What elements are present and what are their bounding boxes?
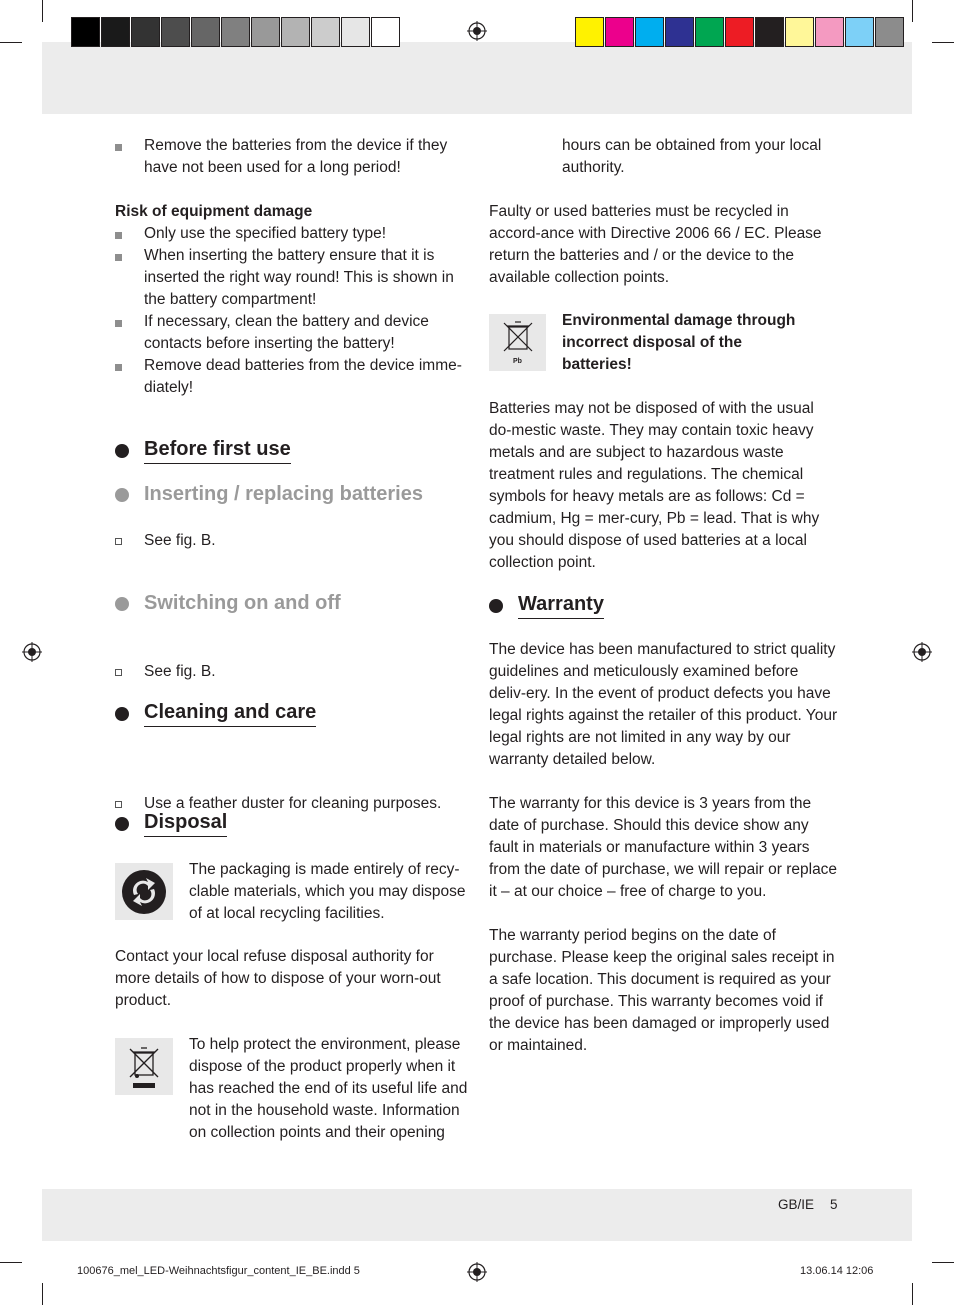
- bullet-dot-icon: [489, 599, 503, 613]
- environmental-warning: Environmental damage through incorrect disposal of the batteries!: [562, 312, 796, 373]
- faulty-text: Faulty or used batteries must be recycled in accord-ance with Directive 2006 66 / EC. Please return the batteries and / or the device to the available collection points.: [489, 203, 822, 286]
- green-dot-recycling-icon: [115, 863, 173, 920]
- registration-mark-icon: [22, 642, 42, 662]
- color-swatch: [575, 17, 604, 47]
- color-swatch: [725, 17, 754, 47]
- crop-mark: [0, 1262, 22, 1263]
- color-swatch: [101, 17, 130, 47]
- color-swatch: [875, 17, 904, 47]
- risk-section: [115, 201, 465, 399]
- step-item: See fig. B.: [115, 661, 494, 683]
- color-swatch: [161, 17, 190, 47]
- color-swatch: [371, 17, 400, 47]
- color-swatch: [635, 17, 664, 47]
- color-swatch: [695, 17, 724, 47]
- file-name: 100676_mel_LED-Weihnachtsfigur_content_IE_BE.indd 5: [77, 1265, 360, 1277]
- color-swatch: [131, 17, 160, 47]
- color-swatch: [755, 17, 784, 47]
- bullet-dot-icon: [115, 597, 129, 611]
- section-heading-disposal: Disposal: [115, 811, 227, 837]
- color-swatch: [341, 17, 370, 47]
- step-item: Use a feather duster for cleaning purposes.: [115, 793, 494, 815]
- color-swatch: [785, 17, 814, 47]
- registration-mark-icon: [912, 642, 932, 662]
- checkbox-icon: [115, 538, 122, 545]
- header-band: [42, 42, 912, 114]
- list-item: If necessary, clean the battery and device contacts before inserting the battery!: [115, 311, 465, 355]
- packaging-text: The packaging is made entirely of recy-clable materials, which you may dispose of at local recycling facilities.: [189, 861, 466, 922]
- crop-mark: [42, 0, 43, 22]
- color-swatch: [281, 17, 310, 47]
- section-heading-switching: Switching on and off: [115, 592, 341, 615]
- color-swatch: [605, 17, 634, 47]
- color-swatch: [221, 17, 250, 47]
- warranty-paragraph-1: The device has been manufactured to strict quality guidelines and meticulously examined before deliv-ery. In the event of product defects you have legal rights against the retailer of this product. Your legal rights are not limited in any way by our warranty detailed below.: [489, 641, 838, 768]
- registration-mark-icon: [467, 21, 487, 41]
- warranty-paragraph-2: The warranty for this device is 3 years from the date of purchase. Should this device show any fault in materials or manufacture within 3 years from the date of purchase, we will repair or replace it – at our choice – free of charge to you.: [489, 795, 838, 900]
- registration-mark-icon: [467, 1262, 487, 1282]
- page-number: 5: [830, 1197, 838, 1212]
- grey-scale-bar: [71, 17, 401, 47]
- checkbox-icon: [115, 801, 122, 808]
- color-swatch: [311, 17, 340, 47]
- bullet-dot-icon: [115, 444, 129, 458]
- crop-mark: [42, 1283, 43, 1305]
- contact-text: Contact your local refuse disposal authority for more details of how to dispose of your worn-out product.: [115, 948, 441, 1009]
- color-swatch: [815, 17, 844, 47]
- page-footer-locale: GB/IE: [778, 1197, 815, 1212]
- color-swatch: [191, 17, 220, 47]
- crop-mark: [0, 42, 22, 43]
- checkbox-icon: [115, 669, 122, 676]
- section-heading-inserting: Inserting / replacing batteries: [115, 483, 423, 506]
- bullet-dot-icon: [115, 707, 129, 721]
- crop-mark: [932, 1262, 954, 1263]
- color-bar: [575, 17, 905, 47]
- color-swatch: [251, 17, 280, 47]
- crossed-bin-icon: [115, 1038, 173, 1095]
- step-item: See fig. B.: [115, 530, 494, 552]
- risk-heading: Risk of equipment damage: [115, 203, 313, 220]
- bullet-dot-icon: [115, 817, 129, 831]
- batteries-text: Batteries may not be disposed of with the usual do-mestic waste. They may contain toxic heavy metals and are subject to hazardous waste treatment rules and regulations. The chemical symbols for heavy metals are as follows: Cd = cadmium, Hg = mer-cury, Pb = lead. That is why you should dispose of used batteries at a local collection point.: [489, 400, 820, 571]
- crop-mark: [912, 1283, 913, 1305]
- pb-label: Pb: [513, 358, 522, 365]
- battery-bin-icon: [489, 314, 546, 371]
- list-item: When inserting the battery ensure that it is inserted the right way round! This is shown in the battery compartment!: [115, 245, 465, 311]
- top-bullets: [115, 135, 465, 179]
- continued-text: hours can be obtained from your local authority.: [562, 137, 822, 176]
- section-heading-cleaning: Cleaning and care: [115, 701, 316, 727]
- color-swatch: [845, 17, 874, 47]
- list-item: Remove dead batteries from the device imme-diately!: [115, 355, 465, 399]
- crop-mark: [912, 0, 913, 22]
- list-item: Only use the specified battery type!: [115, 223, 465, 245]
- color-swatch: [71, 17, 100, 47]
- warranty-paragraph-3: The warranty period begins on the date of purchase. Please keep the original sales receipt in a safe location. This document is required as your proof of purchase. This warranty becomes void if the device has been damaged or improperly used or maintained.: [489, 927, 835, 1054]
- color-swatch: [665, 17, 694, 47]
- print-date-time: 13.06.14 12:06: [800, 1265, 874, 1277]
- list-item: Remove the batteries from the device if they have not been used for a long period!: [115, 135, 465, 179]
- section-heading-before-first-use: Before first use: [115, 438, 291, 464]
- bullet-dot-icon: [115, 488, 129, 502]
- section-heading-warranty: Warranty: [489, 593, 604, 619]
- crop-mark: [932, 42, 954, 43]
- protect-text: To help protect the environment, please dispose of the product properly when it has reached the end of its useful life and not in the household waste. Information on collection points and their opening: [189, 1036, 468, 1141]
